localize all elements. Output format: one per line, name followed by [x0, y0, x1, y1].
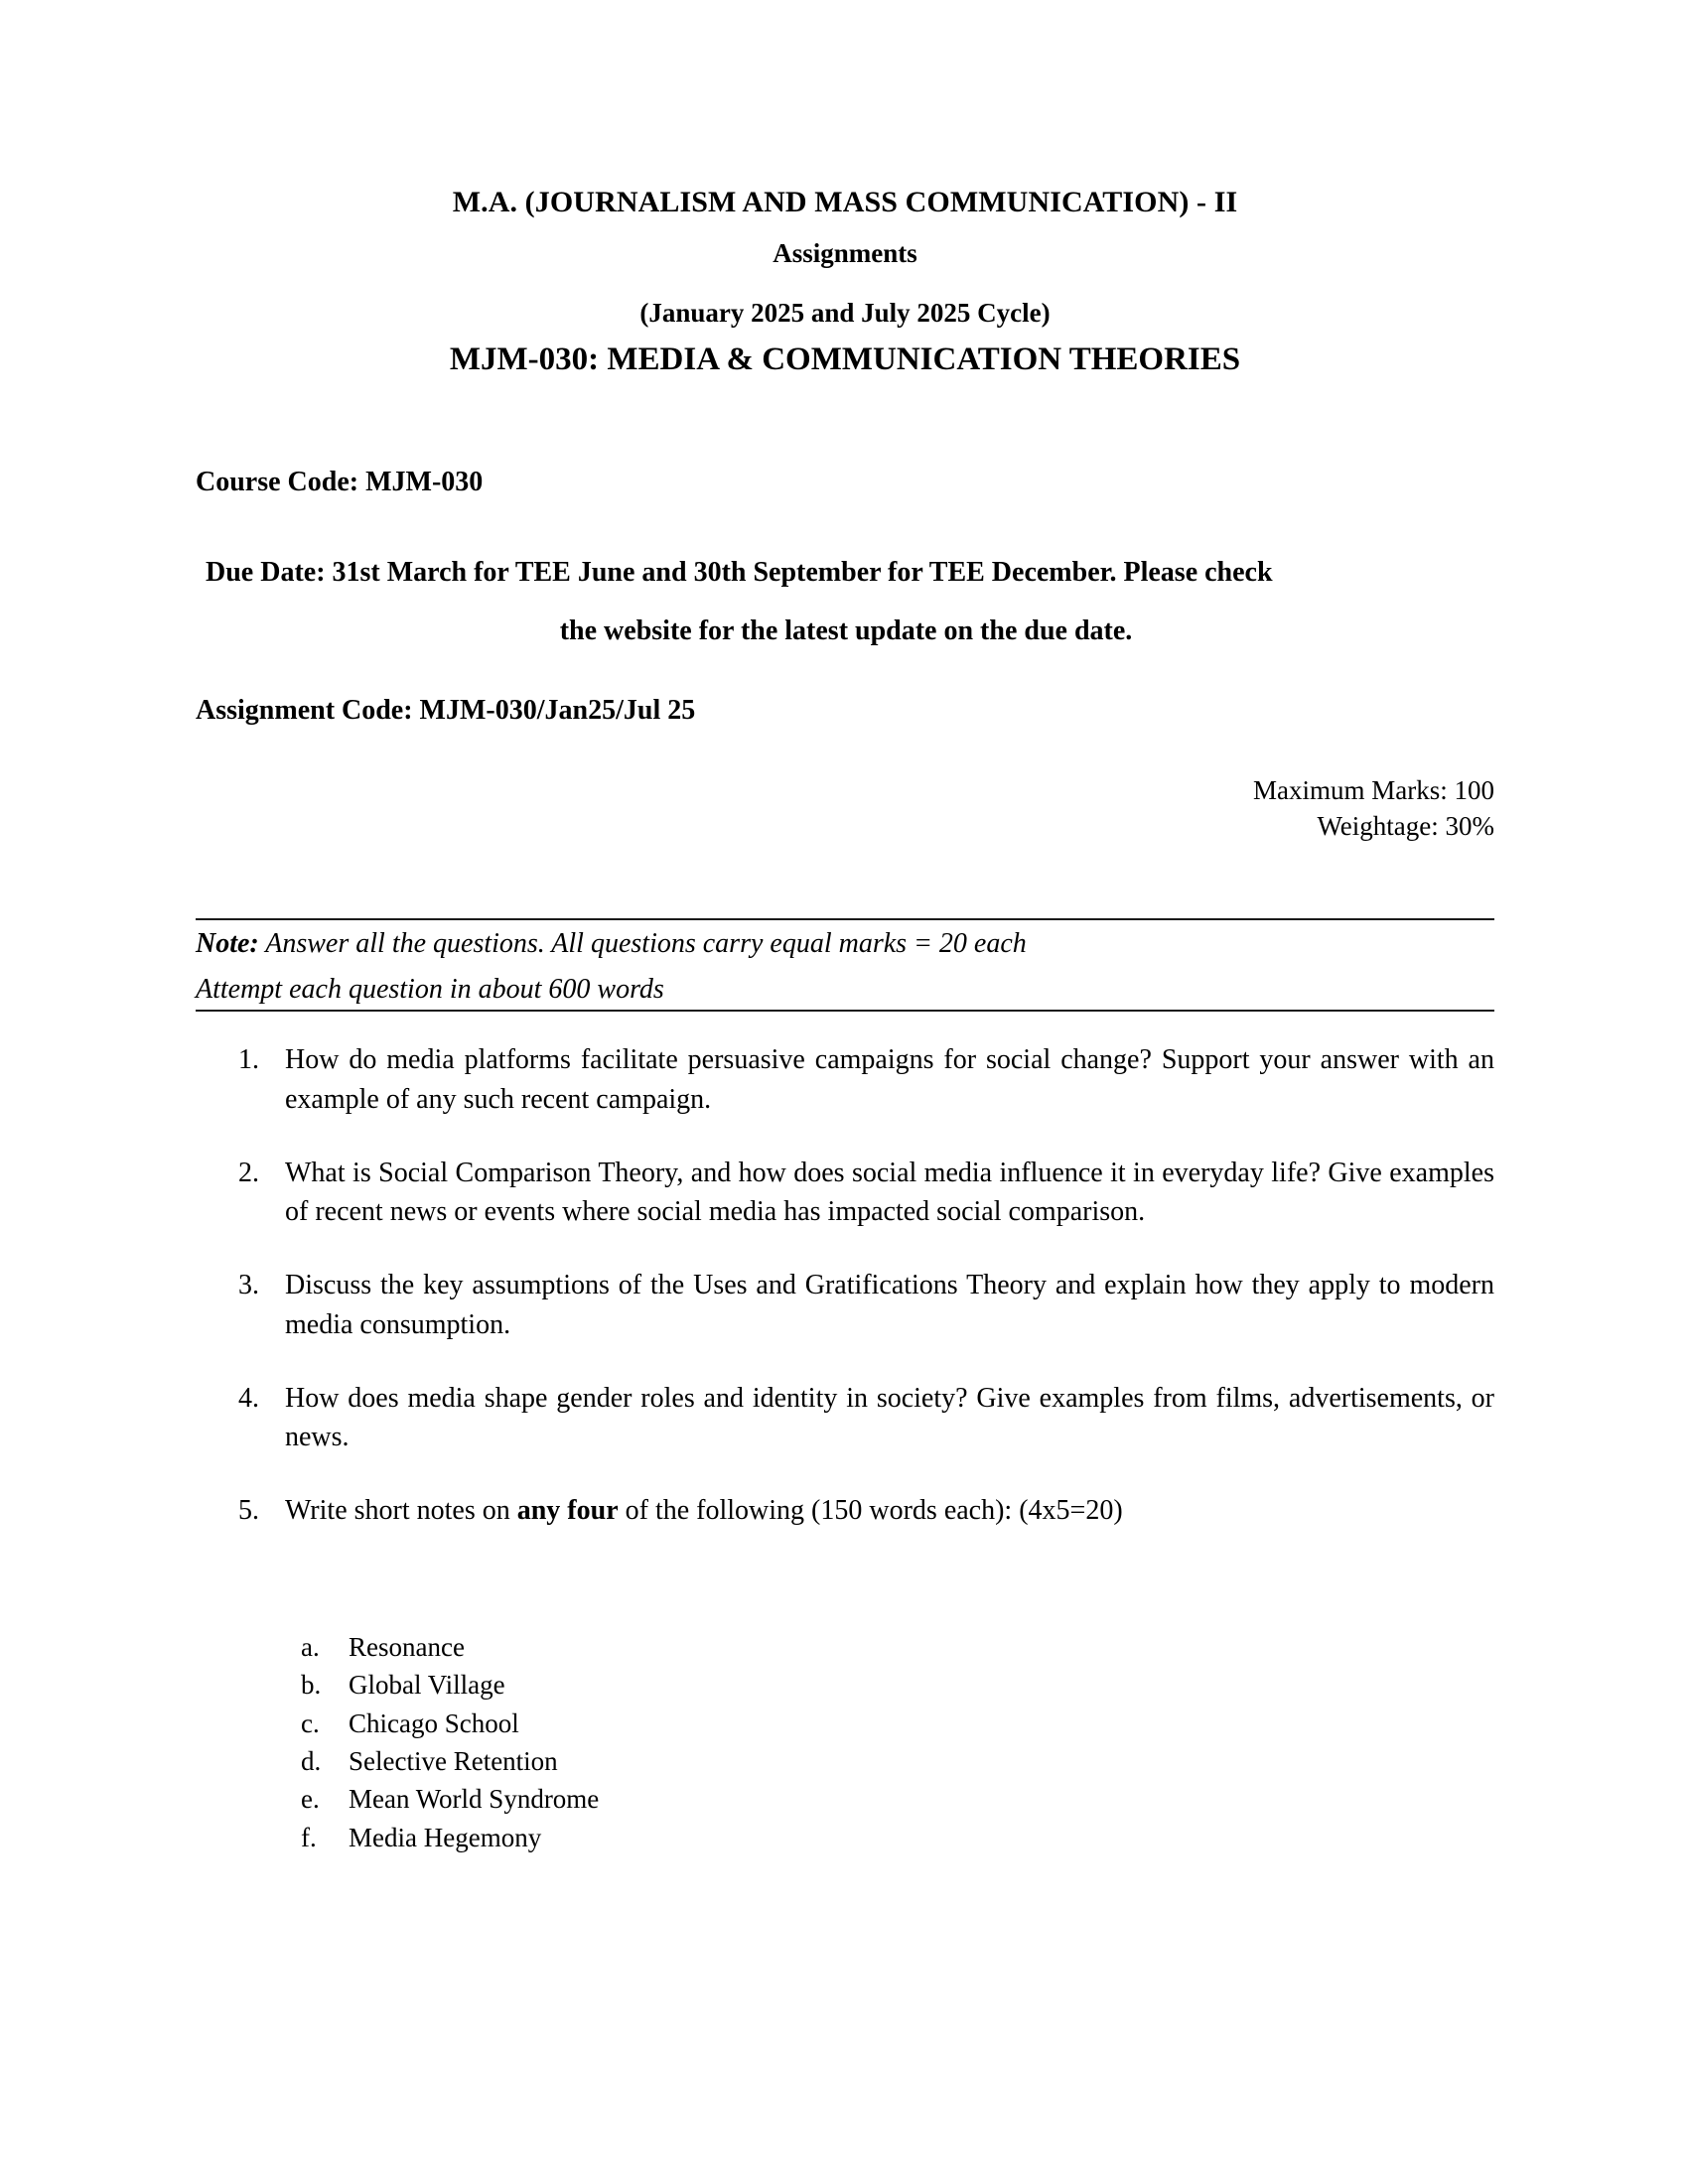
question-number: 4.: [238, 1382, 259, 1414]
sub-question-list: [301, 1628, 599, 1856]
note-label: Note:: [196, 928, 259, 959]
sub-question-item: [301, 1666, 599, 1704]
attempt-instruction: Attempt each question in about 600 words: [196, 974, 664, 1005]
assignment-cycle: (January 2025 and July 2025 Cycle): [639, 298, 1051, 328]
question-text: What is Social Comparison Theory, and how does social media influence it in everyday life? Give examples of recent news or events where social media has impacted social comparison.: [285, 1157, 1494, 1228]
sub-question-item: [301, 1742, 599, 1780]
sub-question-label: Mean World Syndrome: [349, 1784, 600, 1815]
maximum-marks: Maximum Marks: 100: [1253, 775, 1494, 805]
question-item: [238, 1266, 1494, 1345]
document-type: Assignments: [773, 237, 917, 268]
sub-question-label: Resonance: [349, 1632, 465, 1662]
question-number: 5.: [238, 1495, 259, 1526]
question-number: 1.: [238, 1044, 259, 1075]
weightage: Weightage: 30%: [1317, 811, 1494, 842]
sub-question-letter: a.: [301, 1632, 320, 1662]
question-list: [238, 1040, 1494, 1565]
due-date-line-2: the website for the latest update on the due date.: [559, 614, 1133, 646]
due-date-line-1: Due Date: 31st March for TEE June and 30th September for TEE December. Please check: [206, 557, 1273, 588]
divider-rule-bottom: [196, 1010, 1494, 1012]
question-text-before: Write short notes on: [285, 1495, 517, 1526]
question-text: [285, 1491, 1494, 1531]
question-item: [238, 1040, 1494, 1120]
sub-question-item: [301, 1780, 599, 1818]
question-text: How do media platforms facilitate persuasive campaigns for social change? Support your answer with an example of any such recent campaign.: [285, 1044, 1494, 1115]
divider-rule-top: [196, 918, 1494, 920]
question-item: [238, 1491, 1494, 1531]
sub-question-letter: d.: [301, 1745, 322, 1776]
sub-question-label: Chicago School: [349, 1707, 519, 1738]
sub-question-label: Selective Retention: [349, 1745, 558, 1776]
sub-question-letter: b.: [301, 1670, 322, 1701]
question-text: Discuss the key assumptions of the Uses and Gratifications Theory and explain how they apply to modern media consumption.: [285, 1270, 1494, 1340]
sub-question-item: [301, 1819, 599, 1856]
due-date-block: [196, 544, 1496, 661]
assignment-code: Assignment Code: MJM-030/Jan25/Jul 25: [196, 695, 696, 726]
sub-question-item: [301, 1705, 599, 1742]
sub-question-letter: c.: [301, 1707, 320, 1738]
question-number: 3.: [238, 1270, 259, 1300]
marks-block: [1253, 772, 1494, 845]
sub-question-letter: e.: [301, 1784, 320, 1815]
sub-question-letter: f.: [301, 1822, 317, 1852]
sub-question-item: [301, 1628, 599, 1666]
question-text-after: of the following (150 words each): (4x5=20): [618, 1495, 1123, 1526]
note-line: [196, 925, 1496, 963]
sub-question-label: Media Hegemony: [349, 1822, 542, 1852]
program-title: M.A. (JOURNALISM AND MASS COMMUNICATION) - II: [452, 186, 1238, 218]
course-code: Course Code: MJM-030: [196, 467, 484, 497]
question-item: [238, 1154, 1494, 1233]
question-text: How does media shape gender roles and identity in society? Give examples from films, advertisements, or news.: [285, 1382, 1494, 1453]
sub-question-label: Global Village: [349, 1670, 505, 1701]
course-title: MJM-030: MEDIA & COMMUNICATION THEORIES: [449, 341, 1241, 377]
question-number: 2.: [238, 1157, 259, 1188]
question-emphasis: any four: [516, 1495, 619, 1526]
question-item: [238, 1379, 1494, 1458]
document-header: [196, 184, 1494, 380]
note-text: Answer all the questions. All questions carry equal marks = 20 each: [258, 928, 1027, 959]
